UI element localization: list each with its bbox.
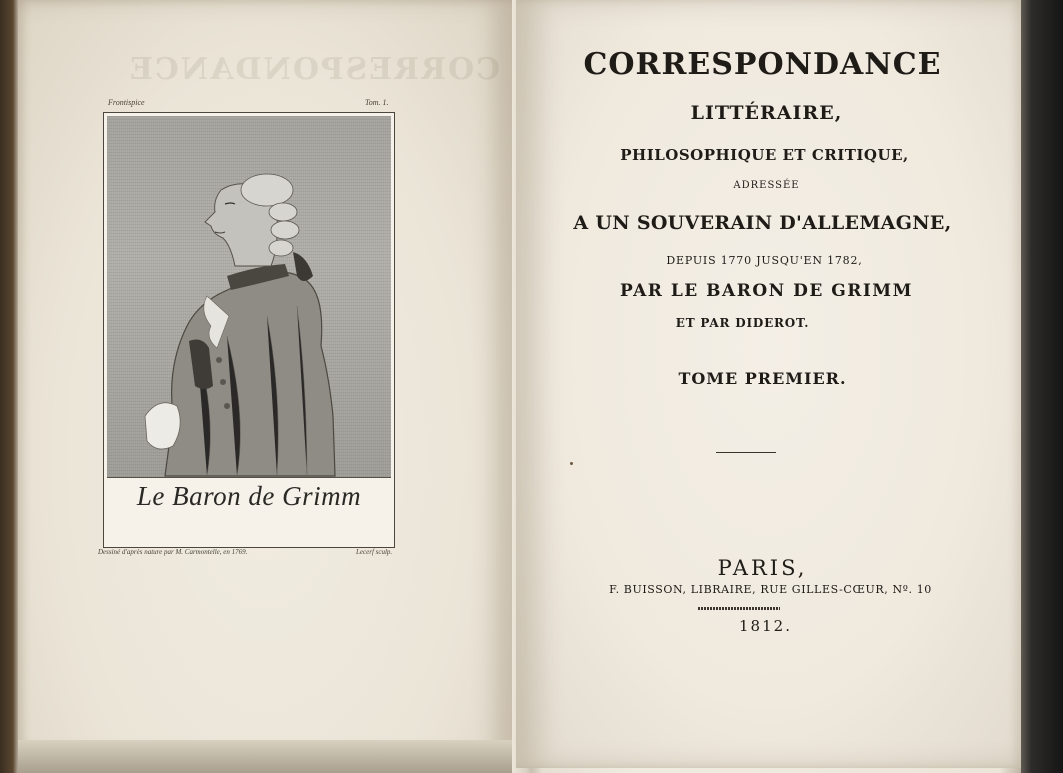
grimm-profile-portrait	[107, 116, 391, 477]
volume-label: TOME PREMIER.	[678, 369, 847, 388]
title-line-dates: DEPUIS 1770 JUSQU'EN 1782,	[666, 254, 863, 267]
author-diderot: ET PAR DIDEROT.	[675, 316, 810, 330]
title-main: CORRESPONDANCE	[583, 47, 942, 82]
imprint-city: PARIS,	[717, 556, 808, 580]
title-line-philosophique: PHILOSOPHIQUE ET CRITIQUE,	[620, 146, 909, 164]
plate-label-tome: Tom. 1.	[365, 98, 389, 107]
engraving-credit-engraver: Lecerf sculp.	[356, 548, 393, 556]
portrait-plate	[103, 112, 395, 548]
plate-label-frontispice: Frontispice	[108, 98, 145, 107]
imprint-year: 1812.	[739, 617, 792, 635]
portrait-engraving	[107, 116, 391, 478]
engraving-credit-artist: Dessiné d'après nature par M. Carmontelle, en 1769.	[98, 548, 248, 556]
title-line-souverain: A UN SOUVERAIN D'ALLEMAGNE,	[573, 212, 952, 234]
title-line-adressee: ADRESSÉE	[733, 180, 800, 191]
divider-rule	[716, 452, 776, 453]
foxing-spot	[570, 462, 573, 465]
portrait-caption: Le Baron de Grimm	[136, 481, 362, 511]
title-line-litteraire: LITTÉRAIRE,	[690, 102, 843, 124]
title-page	[516, 0, 1021, 768]
author-grimm: PAR LE BARON DE GRIMM	[620, 281, 913, 301]
page-edge-shadow	[18, 740, 512, 773]
ornamental-rule	[698, 607, 780, 610]
bleed-through-title: CORRESPONDANCE	[128, 52, 500, 87]
dark-background-edge	[1021, 0, 1063, 773]
imprint-publisher: F. BUISSON, LIBRAIRE, RUE GILLES-CŒUR, Nº. 10	[609, 583, 932, 596]
